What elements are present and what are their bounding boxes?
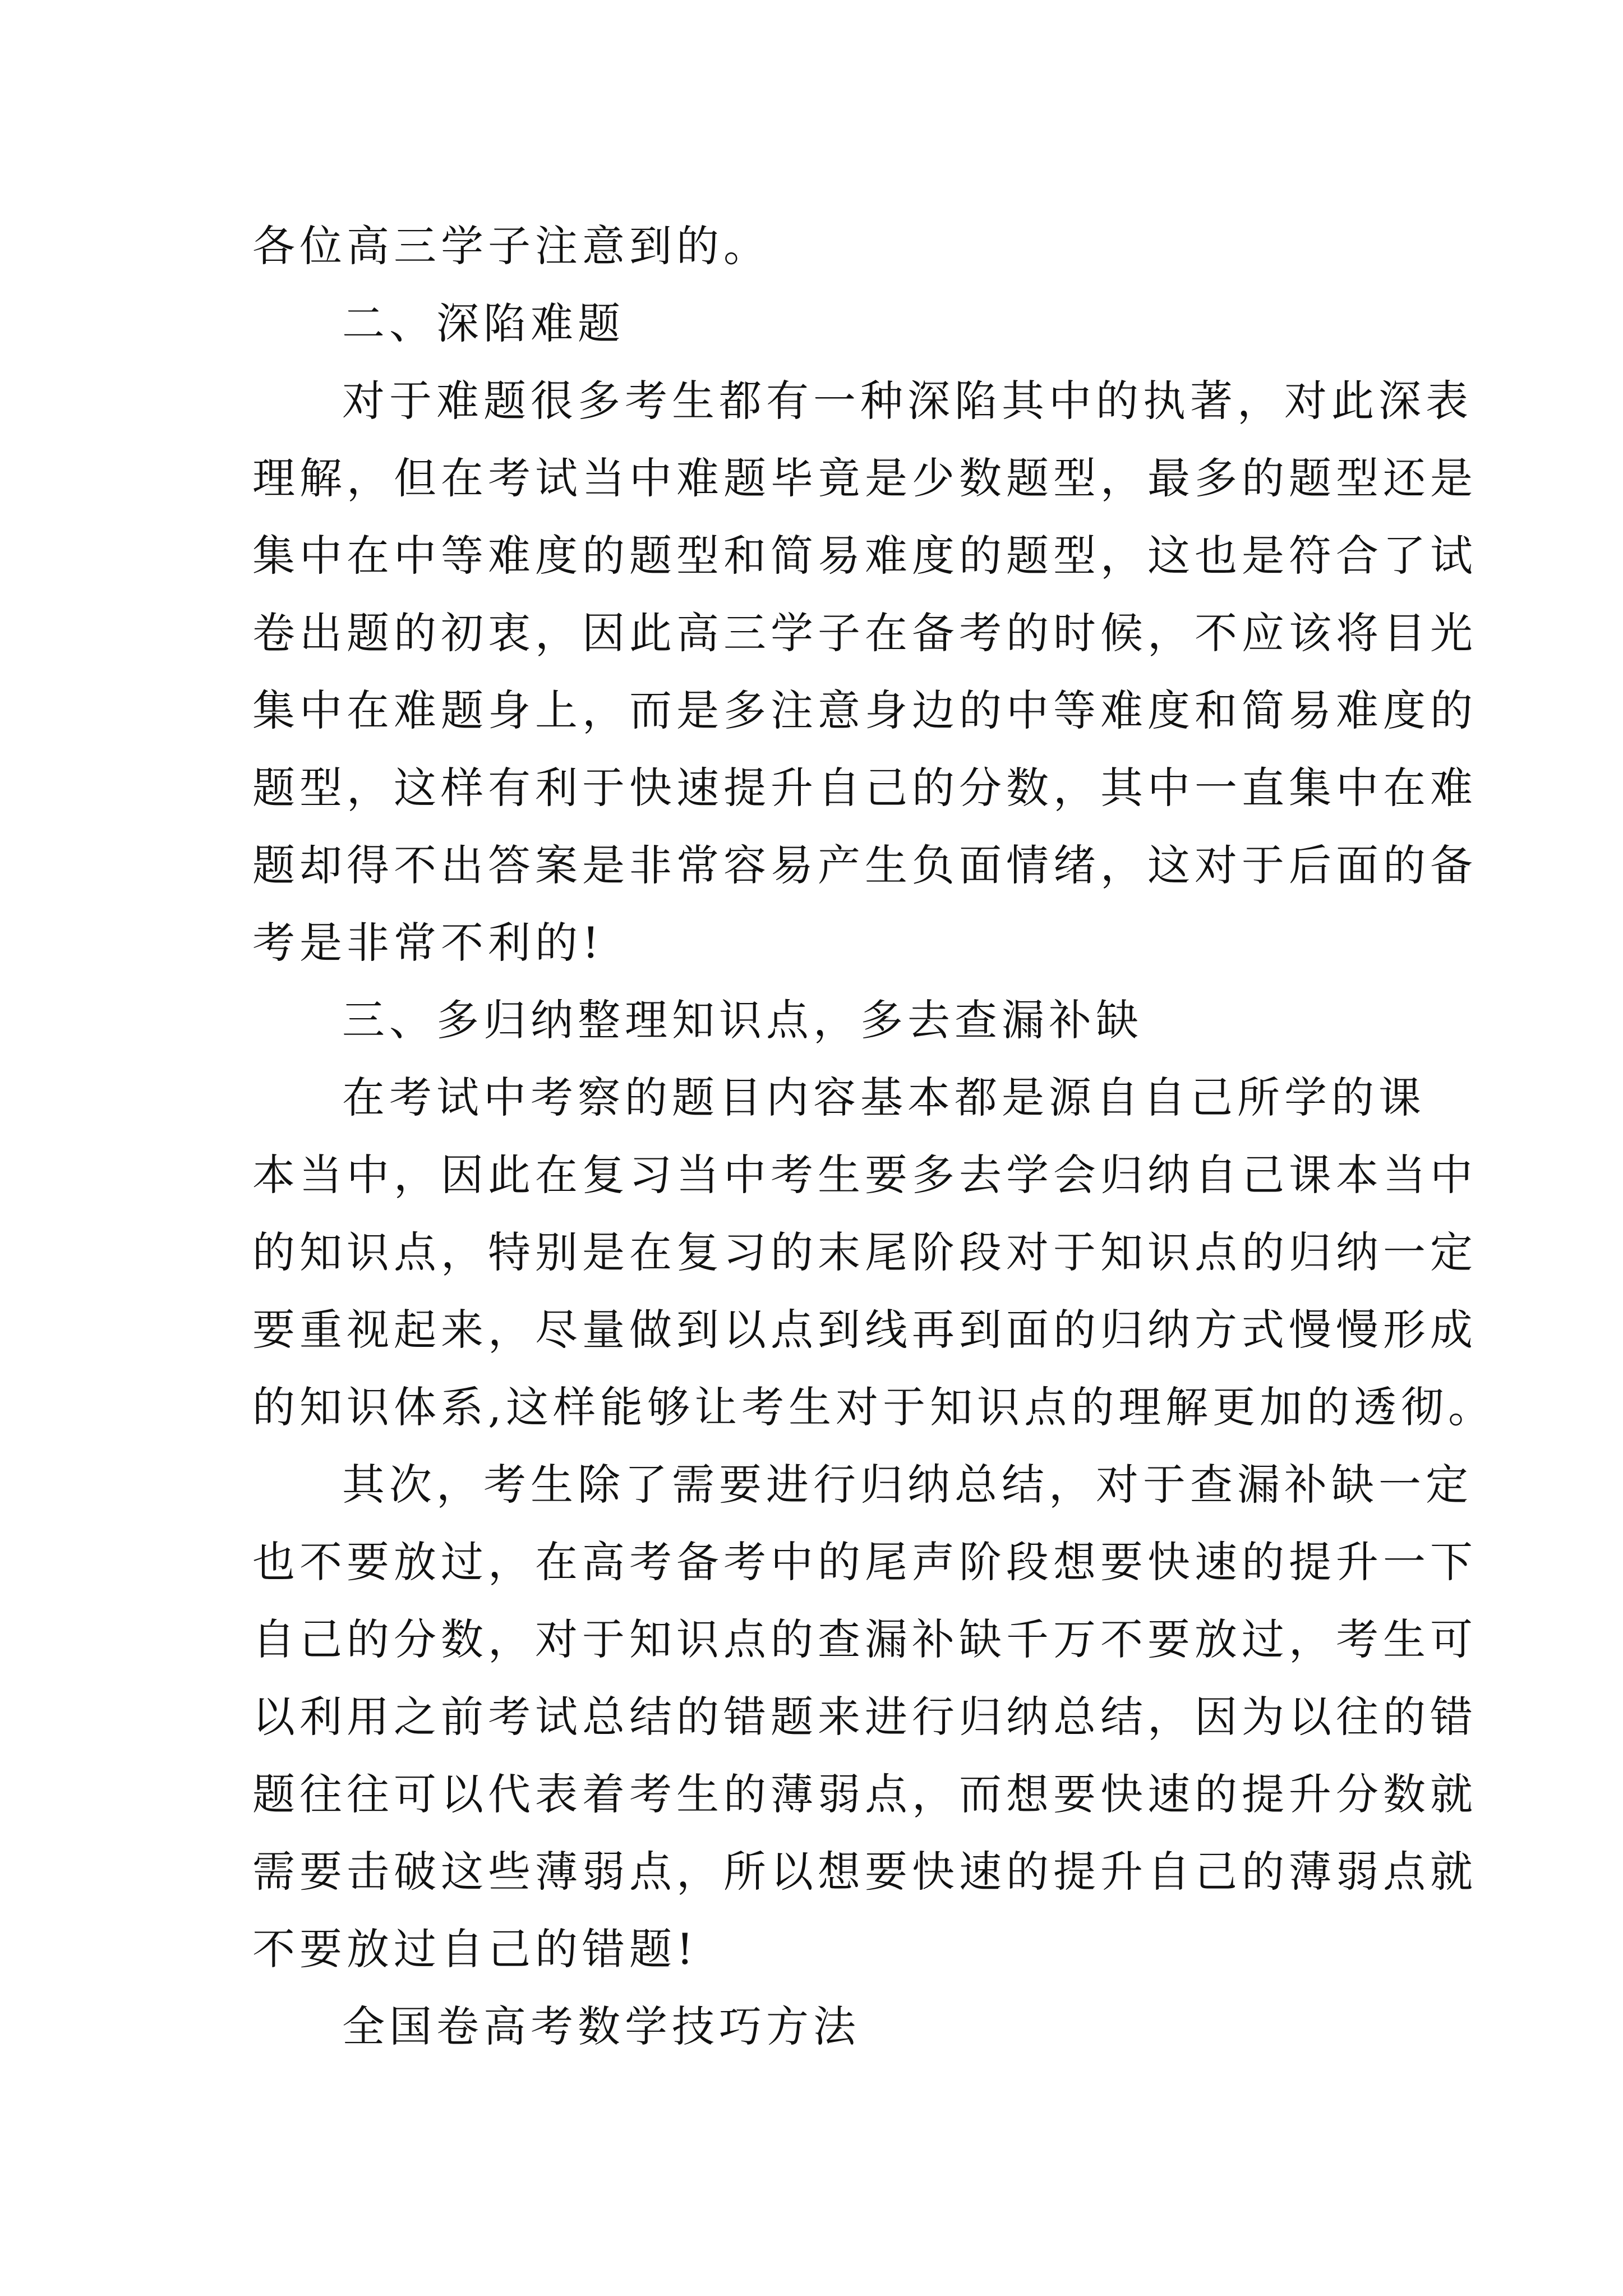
text-line: 考是非常不利的!: [252, 918, 604, 968]
text-line: 以利用之前考试总结的错题来进行归纳总结，因为以往的错: [252, 1692, 1477, 1742]
text-line: 自己的分数，对于知识点的查漏补缺千万不要放过，考生可: [252, 1614, 1477, 1664]
text-line: 题往往可以代表着考生的薄弱点，而想要快速的提升分数就: [252, 1769, 1477, 1819]
text-line: 在考试中考察的题目内容基本都是源自自己所学的课: [342, 1073, 1426, 1122]
text-line: 的知识点，特别是在复习的末尾阶段对于知识点的归纳一定: [252, 1227, 1477, 1277]
text-line: 集中在中等难度的题型和简易难度的题型，这也是符合了试: [252, 531, 1477, 581]
text-line: 其次，考生除了需要进行归纳总结，对于查漏补缺一定: [342, 1460, 1473, 1510]
text-line: 也不要放过，在高考备考中的尾声阶段想要快速的提升一下: [252, 1537, 1477, 1587]
text-line: 对于难题很多考生都有一种深陷其中的执著，对此深表: [342, 376, 1473, 426]
text-line: 要重视起来，尽量做到以点到线再到面的归纳方式慢慢形成: [252, 1305, 1477, 1355]
section-heading: 全国卷高考数学技巧方法: [342, 2001, 860, 2051]
text-line: 各位高三学子注意到的。: [252, 221, 771, 271]
section-heading: 二、深陷难题: [342, 298, 625, 348]
text-line: 集中在难题身上，而是多注意身边的中等难度和简易难度的: [252, 685, 1477, 735]
text-line: 不要放过自己的错题!: [252, 1924, 698, 1974]
section-heading: 三、多归纳整理知识点，多去查漏补缺: [342, 995, 1143, 1045]
text-line: 卷出题的初衷，因此高三学子在备考的时候，不应该将目光: [252, 608, 1477, 658]
text-line: 需要击破这些薄弱点，所以想要快速的提升自己的薄弱点就: [252, 1847, 1477, 1897]
text-line: 的知识体系,这样能够让考生对于知识点的理解更加的透彻。: [252, 1382, 1496, 1432]
text-line: 题型，这样有利于快速提升自己的分数，其中一直集中在难: [252, 763, 1477, 813]
document-body: [252, 208, 1496, 2065]
text-line: 理解，但在考试当中难题毕竟是少数题型，最多的题型还是: [252, 453, 1477, 503]
text-line: 本当中，因此在复习当中考生要多去学会归纳自己课本当中: [252, 1150, 1477, 1200]
text-line: 题却得不出答案是非常容易产生负面情绪，这对于后面的备: [252, 840, 1477, 890]
